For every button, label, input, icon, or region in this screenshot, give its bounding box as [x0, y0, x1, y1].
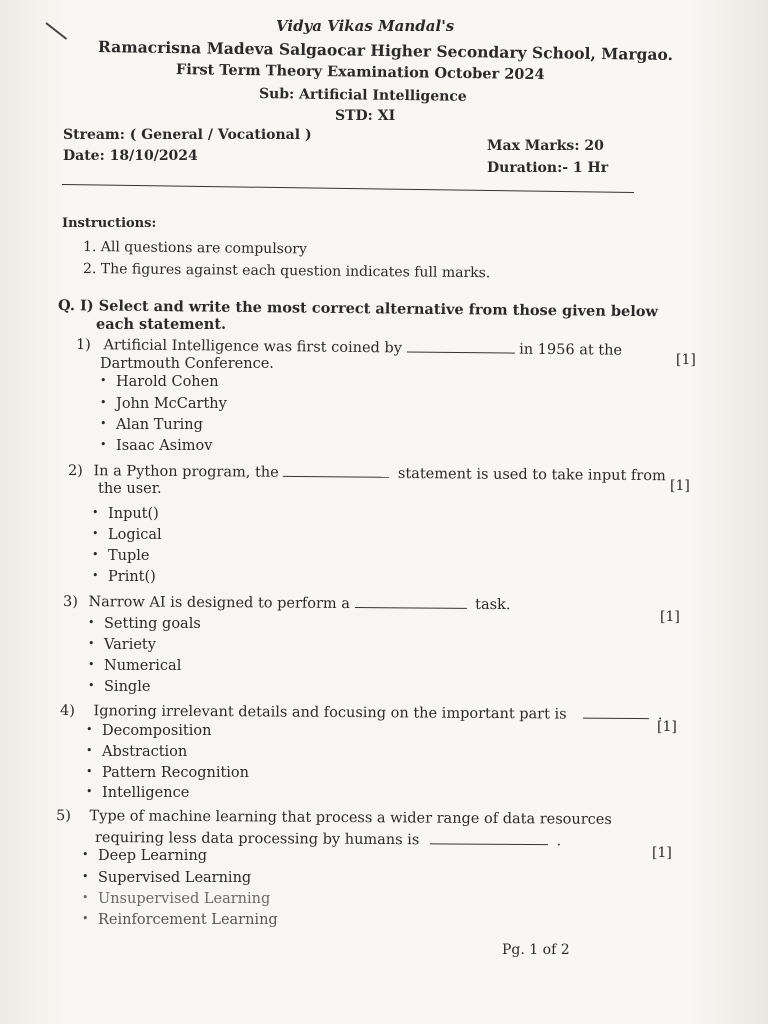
exam-title: First Term Theory Examination October 2024	[175, 61, 545, 84]
option: • Numerical	[88, 658, 182, 674]
option: • Decomposition	[86, 723, 212, 739]
option: • Single	[88, 679, 151, 695]
bullet-icon: •	[82, 891, 89, 904]
option: • Tuple	[92, 548, 150, 564]
section-heading: Q. I) Select and write the most correct alternative from those given below	[57, 297, 659, 321]
answer-blank[interactable]	[583, 706, 649, 719]
option: • Reinforcement Learning	[82, 912, 278, 928]
question-number: 3)	[62, 594, 78, 611]
bullet-icon: •	[82, 848, 89, 861]
question-number: 2)	[67, 463, 83, 480]
answer-blank[interactable]	[283, 464, 389, 478]
subject: Sub: Artificial Intelligence	[258, 86, 467, 105]
option: • Print()	[92, 569, 156, 585]
question-5-line2	[95, 829, 561, 849]
marks: [1]	[652, 845, 672, 861]
question-1-line2: Dartmouth Conference.	[100, 356, 274, 372]
pen-mark	[45, 22, 67, 40]
answer-blank[interactable]	[430, 831, 548, 845]
option: • Alan Turing	[100, 417, 203, 433]
bullet-icon: •	[92, 548, 99, 561]
question-text: Ignoring irrelevant details and focusing on the important part is	[93, 703, 567, 723]
bullet-icon: •	[100, 438, 107, 451]
option: • Input()	[92, 506, 159, 522]
option: • Deep Learning	[82, 848, 208, 864]
option: • Setting goals	[88, 616, 201, 632]
bullet-icon: •	[86, 723, 93, 736]
max-marks: Max Marks: 20	[487, 138, 604, 154]
instructions-title: Instructions:	[62, 216, 157, 231]
instruction-item: 2. The figures against each question indicates full marks.	[82, 261, 491, 282]
question-text-end: .	[556, 833, 562, 850]
question-number: 4)	[59, 703, 75, 720]
org-name: Vidya Vikas Mandal's	[276, 17, 455, 35]
page-number: Pg. 1 of 2	[502, 942, 570, 958]
bullet-icon: •	[100, 374, 107, 387]
question-text: Type of machine learning that process a wider range of data resources	[89, 808, 612, 828]
marks: [1]	[670, 478, 690, 494]
bullet-icon: •	[92, 506, 99, 519]
bullet-icon: •	[88, 679, 95, 692]
bullet-icon: •	[88, 637, 95, 650]
bullet-icon: •	[100, 417, 107, 430]
question-text-cont: in 1956 at the	[519, 341, 623, 359]
option: • Variety	[88, 637, 156, 653]
question-text-cont: task.	[475, 596, 511, 614]
option: • Harold Cohen	[100, 374, 219, 390]
question-2-line2: the user.	[98, 481, 162, 497]
option: • Intelligence	[86, 785, 190, 801]
question-number: 5)	[55, 808, 71, 825]
option: • Logical	[92, 527, 162, 543]
bullet-icon: •	[82, 912, 89, 925]
duration: Duration:- 1 Hr	[487, 160, 609, 176]
stream: Stream: ( General / Vocational )	[63, 127, 312, 143]
question-number: 1)	[75, 337, 91, 354]
bullet-icon: •	[92, 527, 99, 540]
option: • Abstraction	[86, 744, 188, 760]
answer-blank[interactable]	[406, 339, 514, 353]
question-4	[60, 702, 663, 723]
bullet-icon: •	[92, 569, 99, 582]
bullet-icon: •	[88, 616, 95, 629]
standard: STD: XI	[335, 108, 396, 124]
question-text: Narrow AI is designed to perform a	[88, 594, 351, 613]
marks: [1]	[660, 609, 680, 625]
bullet-icon: •	[86, 744, 93, 757]
exam-date: Date: 18/10/2024	[63, 148, 198, 164]
question-text-cont: requiring less data processing by humans is	[94, 830, 420, 849]
option: • Pattern Recognition	[86, 765, 250, 781]
school-name: Ramacrisna Madeva Salgaocar Higher Secondary School, Margao.	[97, 37, 674, 65]
question-text: In a Python program, the	[93, 463, 279, 481]
header-divider	[62, 184, 634, 193]
bullet-icon: •	[82, 870, 89, 883]
question-3	[63, 593, 511, 613]
instruction-item: 1. All questions are compulsory	[82, 239, 308, 258]
bullet-icon: •	[88, 658, 95, 671]
question-text-cont: statement is used to take input from	[397, 465, 666, 485]
question-text: Artificial Intelligence was first coined by	[103, 337, 403, 357]
bullet-icon: •	[86, 785, 93, 798]
option: • Isaac Asimov	[100, 438, 213, 454]
section-heading-cont: each statement.	[96, 316, 227, 333]
bullet-icon: •	[100, 396, 107, 409]
question-5	[56, 808, 612, 828]
option: • Unsupervised Learning	[82, 891, 271, 907]
option: • Supervised Learning	[82, 870, 252, 886]
bullet-icon: •	[86, 765, 93, 778]
marks: [1]	[676, 352, 696, 368]
answer-blank[interactable]	[355, 595, 467, 609]
marks: [1]	[657, 719, 677, 735]
question-text-cont: .	[657, 707, 663, 724]
option: • John McCarthy	[100, 396, 227, 412]
